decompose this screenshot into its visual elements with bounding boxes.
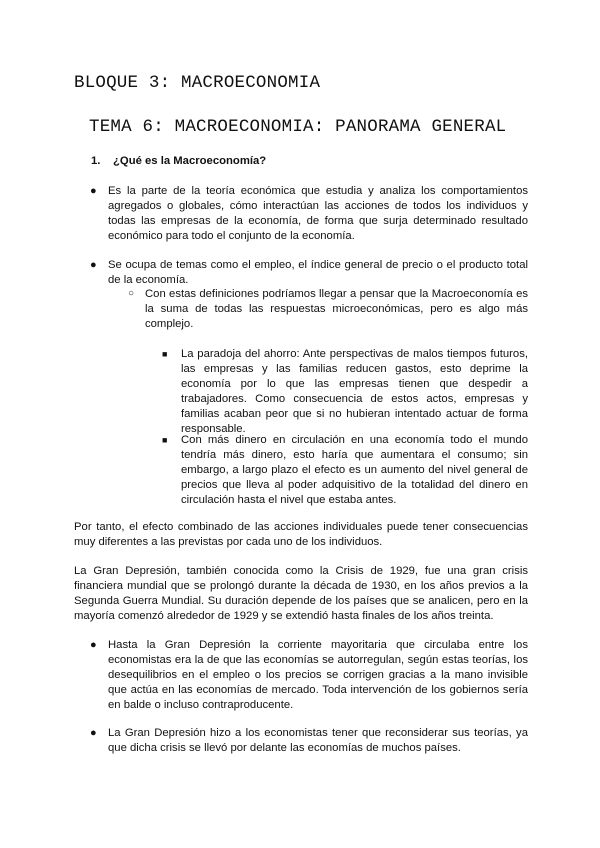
bullet-square-icon: ■ [162,435,168,445]
paragraph-combined-effect: Por tanto, el efecto combinado de las acciones individuales puede tener consecuencias muy diferentes a las previstas por cada uno de los individuos. [74,521,528,548]
bullet-text-definition: Es la parte de la teoría económica que estudia y analiza los comportamientos agregados o globales, cómo interactúan las acciones de todos los individuos y todas las empresas de la economía, de forma que surja determinado resultado económico para todo el conjunto de la economía. [108,185,528,242]
list-item [108,638,528,713]
bullet-text-money-circulation: Con más dinero en circulación en una economía todo el mundo tendría más dinero, esto haría que aumentara el consumo; sin embargo, a largo plazo el efecto es un aumento del nivel general de precios que lleva al poder adquisitivo de la totalidad del dinero en circulación hasta el nivel que estaba antes. [181,434,528,506]
section-heading [91,155,266,167]
list-item [181,433,528,508]
bullet-text-reconsider-theories: La Gran Depresión hizo a los economistas tener que reconsiderar sus teorías, ya que dicha crisis se llevó por delante las economías de muchos países. [108,727,528,754]
document-subtitle: TEMA 6: MACROECONOMIA: PANORAMA GENERAL [89,117,507,137]
bullet-text-complexity: Con estas definiciones podríamos llegar a pensar que la Macroeconomía es la suma de todas las respuestas microeconómicas, pero es algo más complejo. [145,288,528,330]
list-item [108,258,528,288]
paragraph-great-depression: La Gran Depresión, también conocida como la Crisis de 1929, fue una gran crisis financiera mundial que se prolongó durante la década de 1930, en los años previos a la Segunda Guerra Mundial. Su duración depende de los países que se analicen, pero en la mayoría comenzó alrededor de 1929 y se extendió hasta finales de los años treinta. [74,565,528,622]
bullet-text-topics: Se ocupa de temas como el empleo, el índice general de precio o el producto total de la economía. [108,259,528,286]
bullet-square-icon: ■ [162,349,168,359]
bullet-text-saving-paradox: La paradoja del ahorro: Ante perspectivas de malos tiempos futuros, las empresas y las familias reducen gastos, esto deprime la economía por lo que las empresas tienen que despedir a trabajadores. Como consecuencia de estos actos, empresas y familias acaban peor que si no hubieran intentado actuar de forma responsable. [181,348,528,435]
section-number: 1. [91,155,101,167]
document-title: BLOQUE 3: MACROECONOMIA [74,73,321,93]
bullet-disc-icon: ● [90,259,97,271]
paragraph-block [74,564,528,624]
bullet-text-self-regulation: Hasta la Gran Depresión la corriente mayoritaria que circulaba entre los economistas era la de que las economías se autorregulan, según estas teorías, los desequilibrios en el empleo o los precios se corrigen gracias a la mano invisible que actúa en las economías de mercado. Toda intervención de los gobiernos sería en balde o incluso contraproducente. [108,639,528,711]
list-item [181,347,528,437]
list-item [145,287,528,332]
section-heading-text: ¿Qué es la Macroeconomía? [113,155,267,167]
bullet-disc-icon: ● [90,185,97,197]
bullet-disc-icon: ● [90,639,97,651]
list-item [108,726,528,756]
bullet-circle-icon: ○ [128,288,135,299]
paragraph-block [74,520,528,550]
bullet-disc-icon: ● [90,727,97,739]
list-item [108,184,528,244]
